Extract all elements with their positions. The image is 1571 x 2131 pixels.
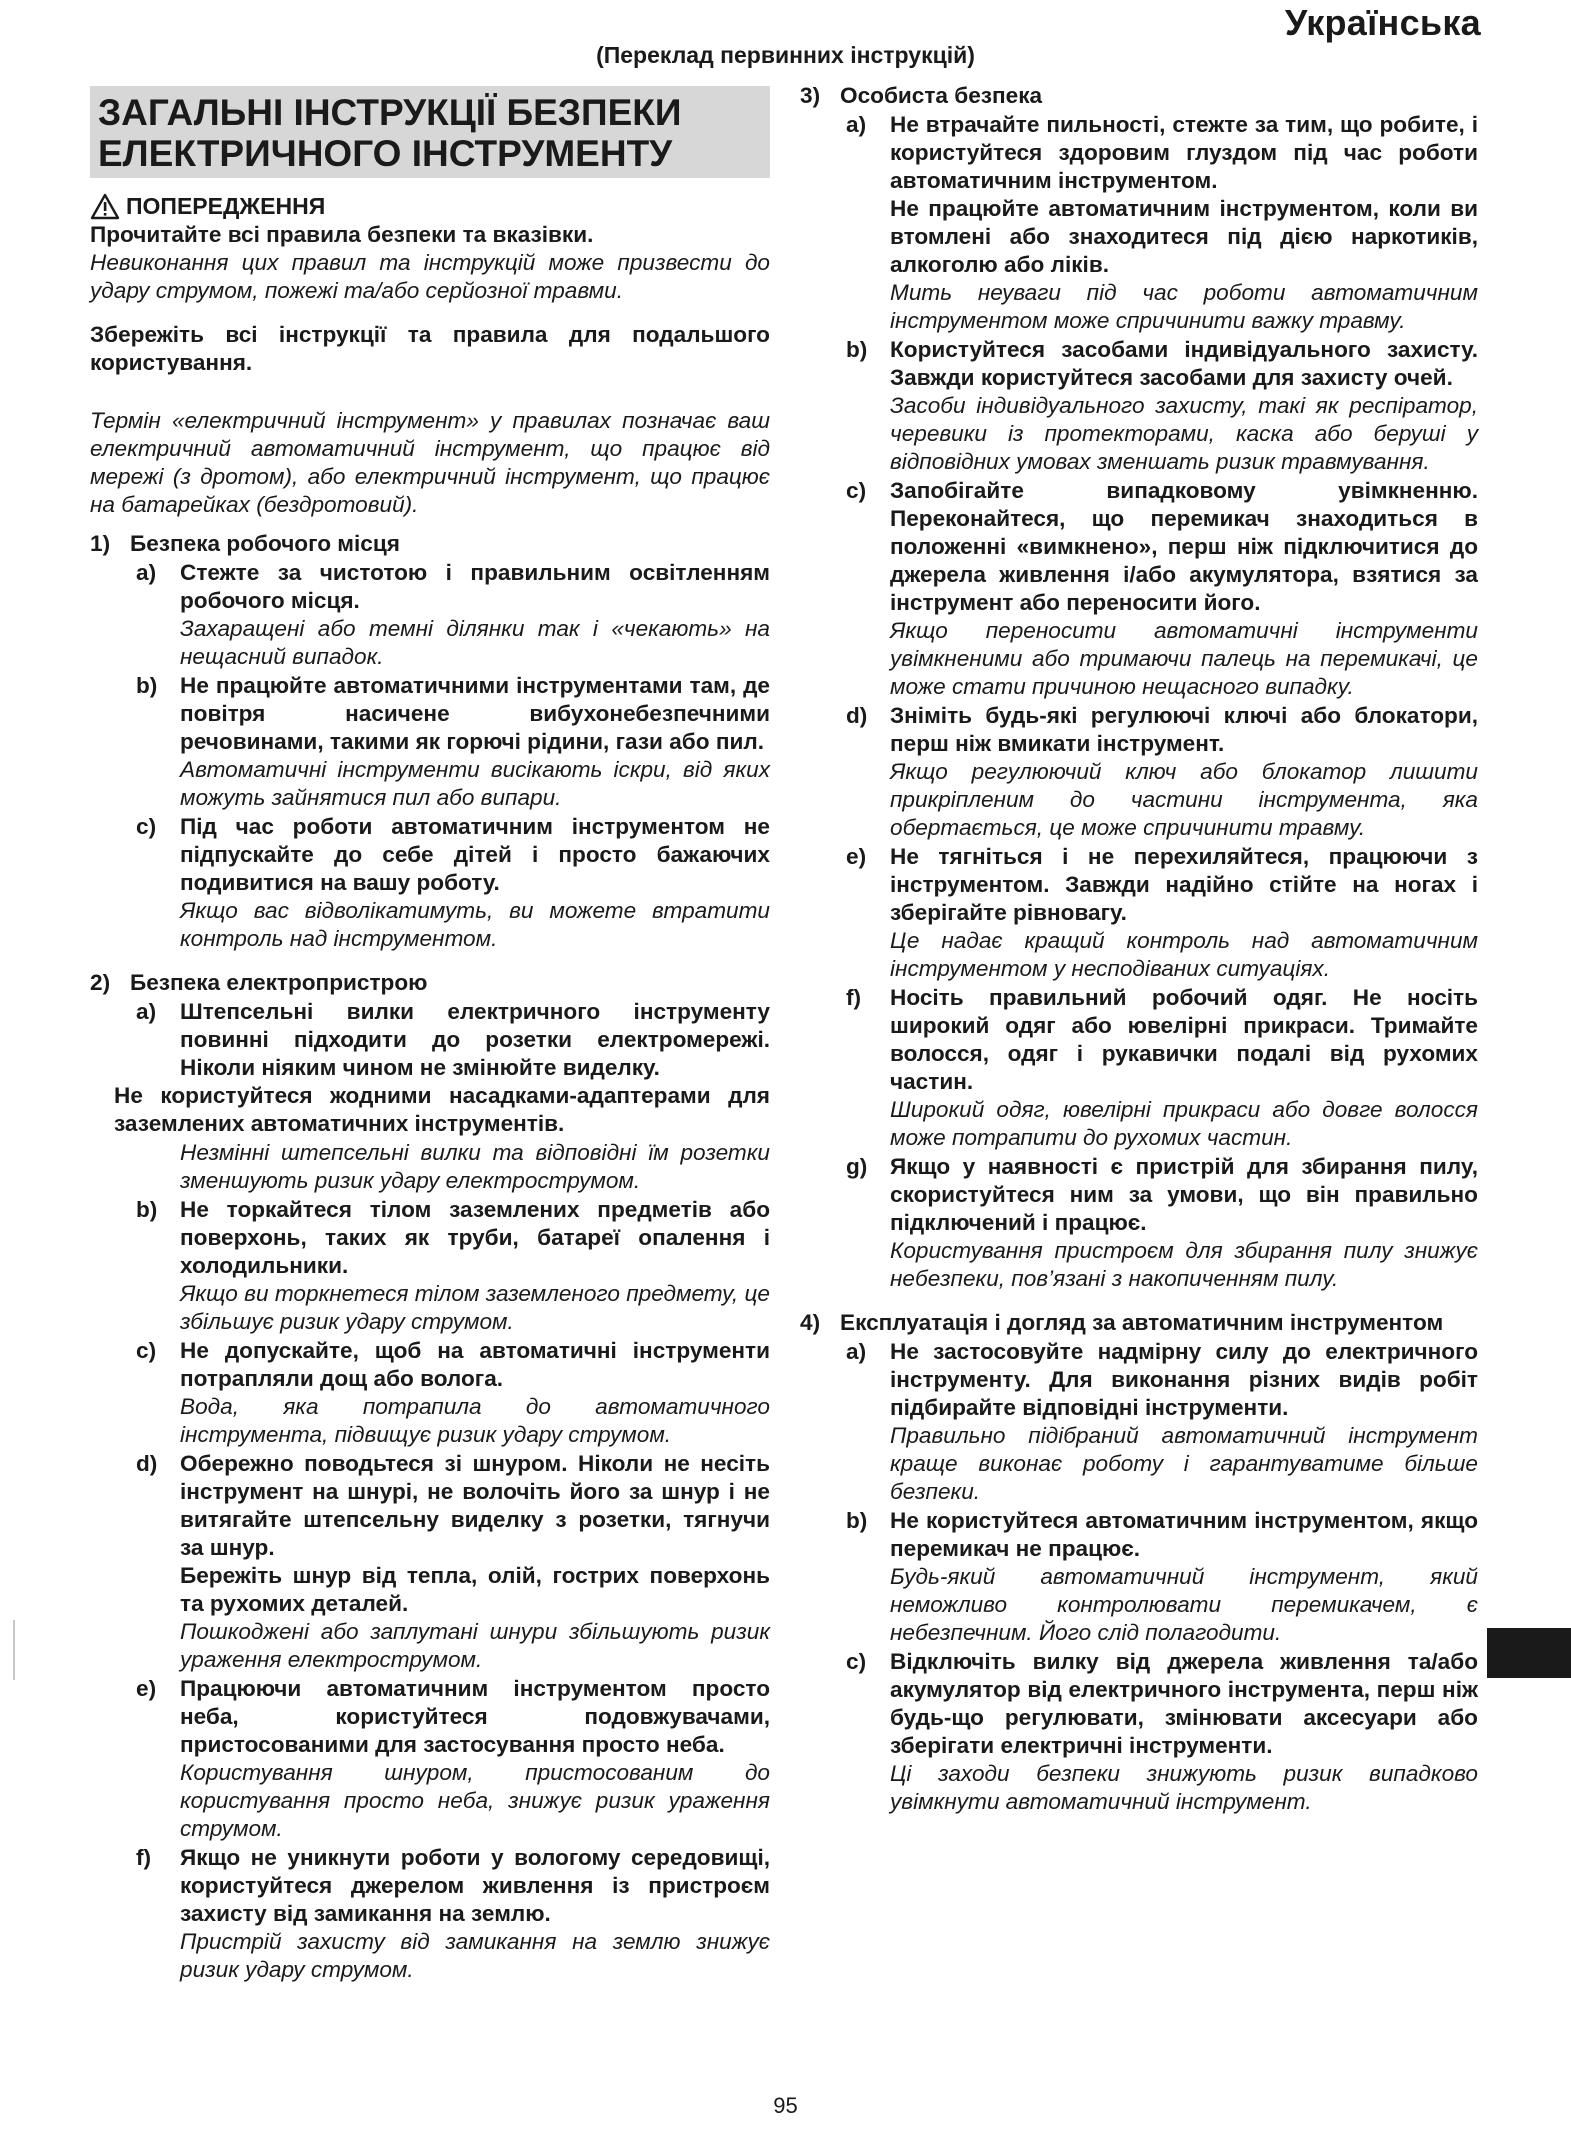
item-note: Широкий одяг, ювелірні прикраси або довге волосся може потрапити до рухомих частин. — [890, 1097, 1478, 1150]
item-note: Якщо ви торкнетеся тілом заземленого предмету, це збільшує ризик удару струмом. — [180, 1281, 770, 1334]
item-marker: a) — [846, 1339, 867, 1364]
item-bold-text: Користуйтеся засобами індивідуального захисту. Завжди користуйтеся засобами для захисту очей. — [890, 337, 1478, 390]
list-item — [134, 1450, 770, 1674]
section-items — [90, 559, 770, 953]
item-note: Користування шнуром, пристосованим до користування просто неба, знижує ризик ураження струмом. — [180, 1760, 770, 1841]
item-note: Будь-який автоматичний інструмент, який неможливо контролювати перемикачем, є небезпечним. Його слід полагодити. — [890, 1564, 1478, 1645]
translation-subtitle: (Переклад первинних інструкцій) — [596, 42, 975, 68]
section-items — [800, 111, 1478, 1293]
item-note: Якщо регулюючий ключ або блокатор лишити прикріпленим до частини інструмента, яка обертається, це може спричинити травму. — [890, 759, 1478, 840]
item-marker: d) — [136, 1451, 158, 1476]
section-heading — [90, 969, 770, 997]
item-marker: g) — [846, 1154, 868, 1179]
item-marker: c) — [136, 1338, 157, 1363]
list-item-continuation — [114, 1082, 770, 1138]
item-bold-text: Не торкайтеся тілом заземлених предметів або поверхонь, таких як труби, батареї опалення і холодильники. — [180, 1197, 770, 1278]
list-item — [844, 1153, 1478, 1293]
item-marker: c) — [846, 1649, 867, 1674]
read-all-text: Прочитайте всі правила безпеки та вказівки. — [90, 222, 594, 247]
list-item — [844, 1338, 1478, 1506]
page-number: 95 — [773, 2093, 798, 2118]
item-note: Засоби індивідуального захисту, такі як респіратор, черевики із протекторами, каска або беруші у відповідних умовах зменшать ризик травмування. — [890, 393, 1478, 474]
item-marker: d) — [846, 703, 868, 728]
list-item — [844, 336, 1478, 476]
term-definition: Термін «електричний інструмент» у правилах позначає ваш електричний автоматичний інструмент, що працює від мережі (з дротом), або електричний інструмент, що працює на батарейках (бездротовий). — [90, 408, 770, 517]
item-marker: b) — [136, 1197, 158, 1222]
section-heading — [800, 1309, 1478, 1337]
item-note: Якщо переносити автоматичні інструменти увімкненими або тримаючи палець на перемикачі, це може стати причиною нещасного випадку. — [890, 618, 1478, 699]
read-all-note: Невиконання цих правил та інструкцій може призвести до удару струмом, пожежі та/або серйозної травми. — [90, 250, 770, 303]
item-marker: c) — [136, 814, 157, 839]
section-items — [90, 998, 770, 1984]
list-item — [134, 1196, 770, 1336]
item-bold-text: Запобігайте випадковому увімкненню. Переконайтеся, що перемикач знаходиться в положенні «вимкнено», перш ніж підключитися до джерела живлення і/або акумулятора, взятися за інструмент або переносити його. — [890, 478, 1478, 615]
item-note: Мить неуваги під час роботи автоматичним інструментом може спричинити важку травму. — [890, 280, 1478, 333]
item-note: Пошкоджені або заплутані шнури збільшують ризик ураження електрострумом. — [180, 1619, 770, 1672]
item-bold-text: Під час роботи автоматичним інструментом не підпускайте до себе дітей і просто бажаючих подивитися на вашу роботу. — [180, 814, 770, 895]
list-item — [134, 1844, 770, 1984]
list-item — [844, 1507, 1478, 1647]
list-item — [134, 998, 770, 1082]
item-note: Користування пристроєм для збирання пилу знижує небезпеки, пов’язані з накопиченням пилу. — [890, 1238, 1478, 1291]
right-column — [800, 82, 1478, 1816]
list-item-note — [134, 1139, 770, 1195]
item-bold-text: Відключіть вилку від джерела живлення та/або акумулятор від електричного інструмента, перш ніж будь-що регулювати, змінювати аксесуари або зберігати електричні інструменти. — [890, 1649, 1478, 1758]
item-bold-text: Не працюйте автоматичним інструментом, коли ви втомлені або знаходитеся під дією наркотиків, алкоголю або ліків. — [890, 196, 1478, 277]
item-note: Незмінні штепсельні вилки та відповідні їм розетки зменшують ризик удару електрострумом. — [180, 1140, 770, 1193]
margin-line — [13, 1620, 15, 1680]
item-bold-text: Не тягніться і не перехиляйтеся, працюючи з інструментом. Завжди надійно стійте на ногах і зберігайте рівновагу. — [890, 844, 1478, 925]
item-bold-text: Зніміть будь-які регулюючі ключі або блокатори, перш ніж вмикати інструмент. — [890, 703, 1478, 756]
section-title: Безпека електропристрою — [130, 970, 428, 995]
language-label: Українська — [1284, 2, 1481, 43]
warning-label: ПОПЕРЕДЖЕННЯ — [126, 193, 326, 219]
item-bold-text: Обережно поводьтеся зі шнуром. Ніколи не несіть інструмент на шнурі, не волочіть його за шнур і не витягайте штепсельну виделку з розетки, тягнучи за шнур. — [180, 1451, 770, 1560]
list-item — [844, 702, 1478, 842]
list-item — [844, 984, 1478, 1152]
item-note: Ці заходи безпеки знижують ризик випадково увімкнути автоматичний інструмент. — [890, 1761, 1478, 1814]
section-number: 4) — [800, 1310, 821, 1335]
item-bold-text: Не втрачайте пильності, стежте за тим, що робите, і користуйтеся здоровим глуздом під час роботи автоматичним інструментом. — [890, 112, 1478, 193]
item-bold-text: Працюючи автоматичним інструментом просто неба, користуйтеся подовжувачами, пристосованими для застосування просто неба. — [180, 1676, 770, 1757]
list-item — [844, 1648, 1478, 1816]
item-note: Правильно підібраний автоматичний інструмент краще виконає роботу і гарантуватиме більше безпеки. — [890, 1423, 1478, 1504]
item-marker: c) — [846, 478, 867, 503]
list-item — [844, 477, 1478, 701]
section-title-line1: ЗАГАЛЬНІ ІНСТРУКЦІЇ БЕЗПЕКИ — [98, 92, 682, 133]
item-marker: a) — [136, 999, 157, 1024]
section-title: Особиста безпека — [840, 83, 1043, 108]
item-marker: a) — [846, 112, 867, 137]
item-marker: b) — [136, 673, 158, 698]
item-bold-text: Стежте за чистотою і правильним освітленням робочого місця. — [180, 560, 770, 613]
item-note: Захаращені або темні ділянки так і «чекають» на нещасний випадок. — [180, 616, 770, 669]
section-title: Експлуатація і догляд за автоматичним інструментом — [840, 1310, 1444, 1335]
section-heading — [90, 530, 770, 558]
item-marker: e) — [846, 844, 867, 869]
item-bold-text: Якщо у наявності є пристрій для збирання пилу, скористуйтеся ним за умови, що він правильно підключений і працює. — [890, 1154, 1478, 1235]
list-item — [844, 843, 1478, 983]
section-items — [800, 1338, 1478, 1816]
list-item — [134, 559, 770, 671]
warning-heading — [90, 192, 770, 220]
left-column — [90, 82, 770, 1984]
item-bold-text: Не застосовуйте надмірну силу до електричного інструменту. Для виконання різних видів робіт підбирайте відповідні інструменти. — [890, 1339, 1478, 1420]
item-note: Автоматичні інструменти висікають іскри, від яких можуть зайнятися пил або випари. — [180, 757, 770, 810]
list-item — [134, 672, 770, 812]
section-heading — [800, 82, 1478, 110]
item-note: Вода, яка потрапила до автоматичного інструмента, підвищує ризик удару струмом. — [180, 1394, 770, 1447]
item-marker: b) — [846, 337, 868, 362]
item-marker: f) — [136, 1845, 152, 1870]
item-marker: b) — [846, 1508, 868, 1533]
save-instructions-text: Збережіть всі інструкції та правила для подальшого користування. — [90, 322, 770, 375]
item-bold-text: Бережіть шнур від тепла, олій, гострих поверхонь та рухомих деталей. — [180, 1563, 770, 1616]
item-bold-text: Не працюйте автоматичними інструментами там, де повітря насичене вибухонебезпечними речовинами, такими як горючі рідини, гази або пил. — [180, 673, 770, 754]
item-bold-text: Штепсельні вилки електричного інструменту повинні підходити до розетки електромережі. Ніколи ніяким чином не змінюйте виделку. — [180, 999, 770, 1080]
section-number: 2) — [90, 970, 111, 995]
list-item — [134, 1675, 770, 1843]
list-item — [134, 813, 770, 953]
section-number: 1) — [90, 531, 111, 556]
item-note: Пристрій захисту від замикання на землю знижує ризик удару струмом. — [180, 1929, 770, 1982]
item-marker: a) — [136, 560, 157, 585]
section-thumb-tab — [1487, 1628, 1571, 1678]
section-title-line2: ЕЛЕКТРИЧНОГО ІНСТРУМЕНТУ — [98, 133, 673, 174]
item-note: Це надає кращий контроль над автоматичним інструментом у несподіваних ситуаціях. — [890, 928, 1478, 981]
item-bold-text: Якщо не уникнути роботи у вологому середовищі, користуйтеся джерелом живлення із пристроєм захисту від замикання на землю. — [180, 1845, 770, 1926]
section-title-box — [90, 86, 770, 178]
list-item — [134, 1337, 770, 1449]
item-bold-text: Не користуйтеся жодними насадками-адаптерами для заземлених автоматичних інструментів. — [114, 1083, 770, 1136]
section-title: Безпека робочого місця — [130, 531, 400, 556]
item-bold-text: Носіть правильний робочий одяг. Не носіть широкий одяг або ювелірні прикраси. Тримайте волосся, одяг і рукавички подалі від рухомих частин. — [890, 985, 1478, 1094]
item-marker: f) — [846, 985, 862, 1010]
item-bold-text: Не користуйтеся автоматичним інструментом, якщо перемикач не працює. — [890, 1508, 1478, 1561]
item-marker: e) — [136, 1676, 157, 1701]
list-item — [844, 111, 1478, 335]
item-note: Якщо вас відволікатимуть, ви можете втратити контроль над інструментом. — [180, 898, 770, 951]
warning-triangle-icon — [90, 193, 120, 220]
item-bold-text: Не допускайте, щоб на автоматичні інструменти потрапляли дощ або волога. — [180, 1338, 770, 1391]
section-number: 3) — [800, 83, 821, 108]
